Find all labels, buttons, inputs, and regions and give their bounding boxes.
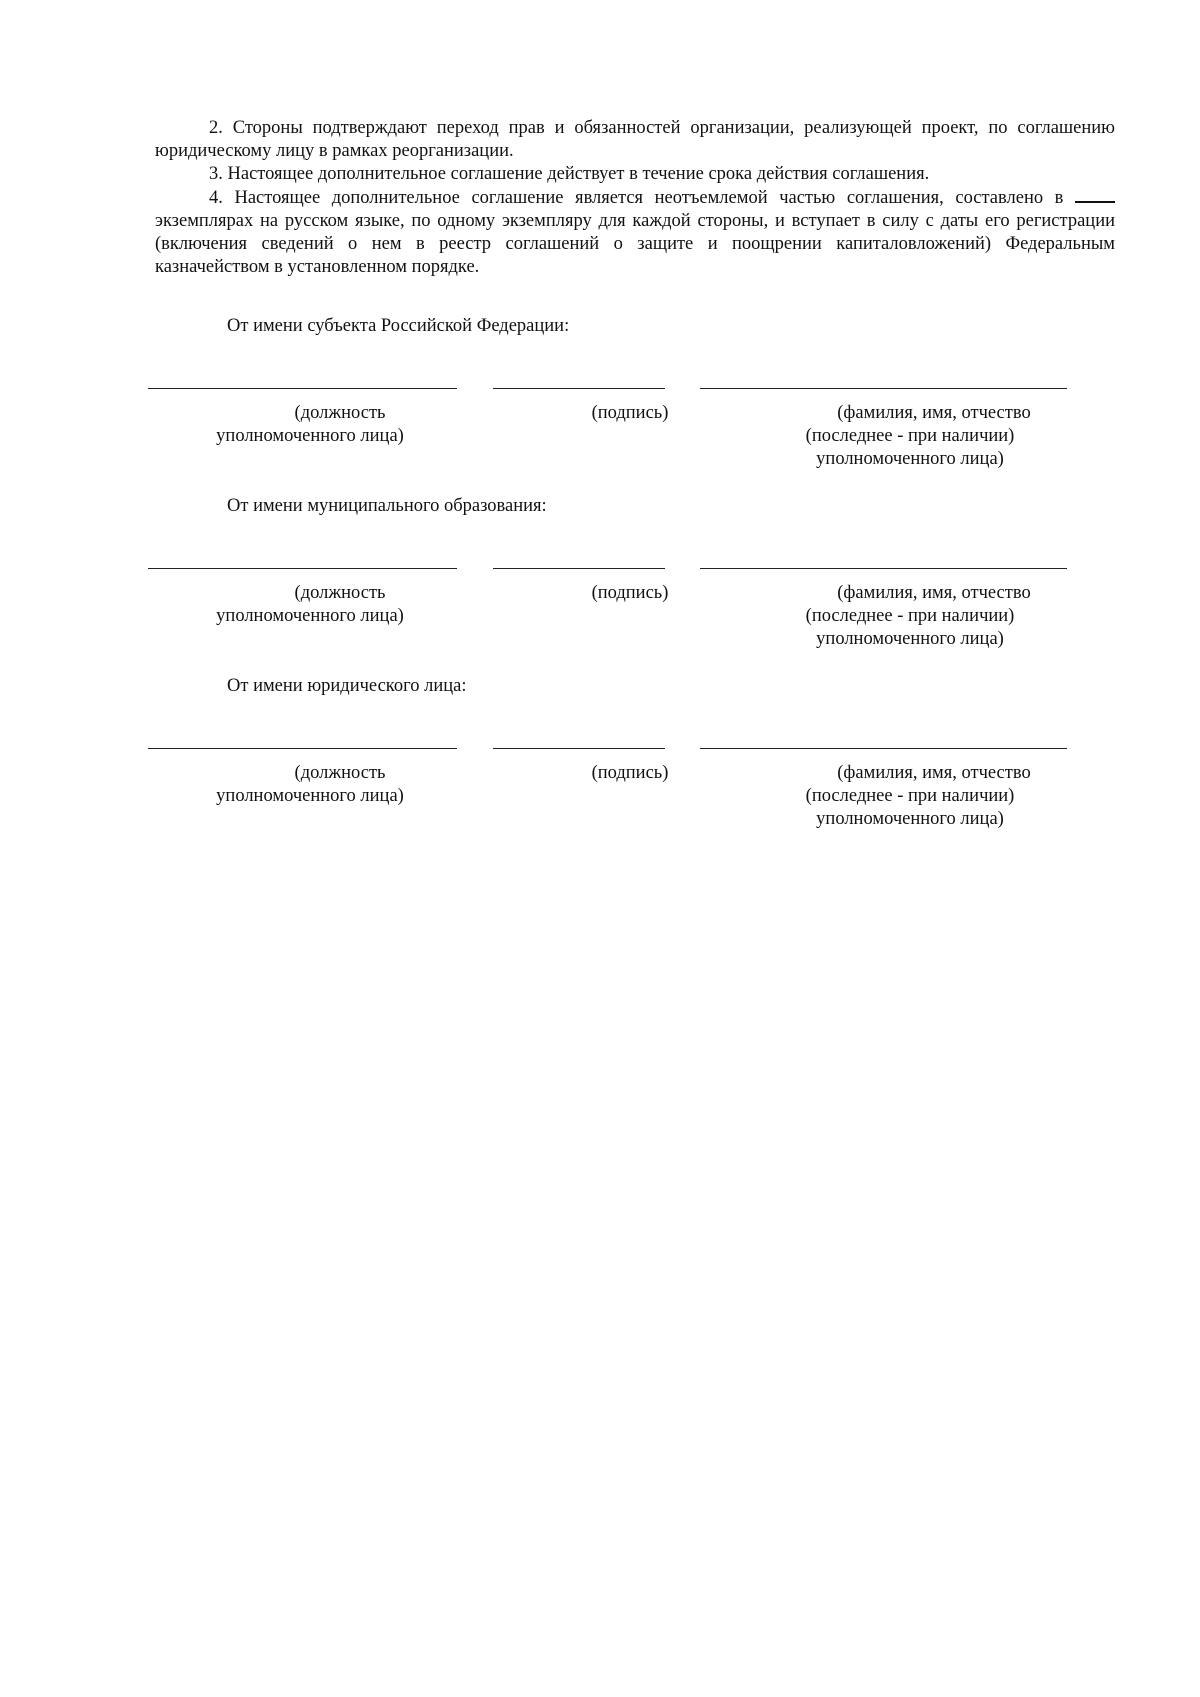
position-caption-line-2: уполномоченного лица) bbox=[216, 606, 404, 626]
name-caption bbox=[760, 582, 1060, 651]
name-line bbox=[700, 748, 1067, 749]
position-caption bbox=[190, 582, 430, 628]
name-caption-line-2: (последнее - при наличии) bbox=[805, 426, 1015, 446]
paragraph-4-start: 4. Настоящее дополнительное соглашение является неотъемлемой частью соглашения, составлено в bbox=[209, 188, 1064, 208]
name-caption-line-2: (последнее - при наличии) bbox=[805, 606, 1015, 626]
paragraph-3: 3. Настоящее дополнительное соглашение действует в течение срока действия соглашения. bbox=[209, 164, 930, 184]
name-caption bbox=[760, 762, 1060, 831]
name-caption-line-1: (фамилия, имя, отчество bbox=[837, 583, 1031, 603]
signature-line bbox=[493, 568, 665, 569]
position-line bbox=[148, 568, 457, 569]
name-caption bbox=[760, 402, 1060, 471]
position-line bbox=[148, 388, 457, 389]
party-label: От имени субъекта Российской Федерации: bbox=[227, 316, 570, 336]
name-line bbox=[700, 388, 1067, 389]
signature-caption: (подпись) bbox=[591, 403, 669, 423]
position-caption-line-1: (должность bbox=[294, 763, 386, 783]
position-caption-line-2: уполномоченного лица) bbox=[216, 786, 404, 806]
signature-caption: (подпись) bbox=[591, 763, 669, 783]
position-line bbox=[148, 748, 457, 749]
name-caption-line-3: уполномоченного лица) bbox=[816, 809, 1004, 829]
position-caption bbox=[190, 402, 430, 448]
paragraph-2: 2. Стороны подтверждают переход прав и обязанностей организации, реализующей проект, по соглашению юридическому лицу в рамках реорганизации. bbox=[155, 118, 1115, 161]
name-caption-line-1: (фамилия, имя, отчество bbox=[837, 403, 1031, 423]
name-caption-line-3: уполномоченного лица) bbox=[816, 629, 1004, 649]
position-caption-line-1: (должность bbox=[294, 403, 386, 423]
name-line bbox=[700, 568, 1067, 569]
name-caption-line-1: (фамилия, имя, отчество bbox=[837, 763, 1031, 783]
party-label: От имени муниципального образования: bbox=[227, 496, 547, 516]
name-caption-line-2: (последнее - при наличии) bbox=[805, 786, 1015, 806]
position-caption-line-1: (должность bbox=[294, 583, 386, 603]
paragraph-4-end: экземплярах на русском языке, по одному экземпляру для каждой стороны, и вступает в силу с даты его регистрации (включения сведений о нем в реестр соглашений о защите и поощрении капиталовложений) Федеральным казначейством в установленном порядке. bbox=[155, 211, 1115, 277]
signature-caption: (подпись) bbox=[591, 583, 669, 603]
signature-line bbox=[493, 388, 665, 389]
signature-line bbox=[493, 748, 665, 749]
paragraph-4 bbox=[155, 187, 1115, 279]
name-caption-line-3: уполномоченного лица) bbox=[816, 449, 1004, 469]
party-label: От имени юридического лица: bbox=[227, 676, 467, 696]
position-caption bbox=[190, 762, 430, 808]
copies-count-blank bbox=[1075, 187, 1115, 203]
position-caption-line-2: уполномоченного лица) bbox=[216, 426, 404, 446]
